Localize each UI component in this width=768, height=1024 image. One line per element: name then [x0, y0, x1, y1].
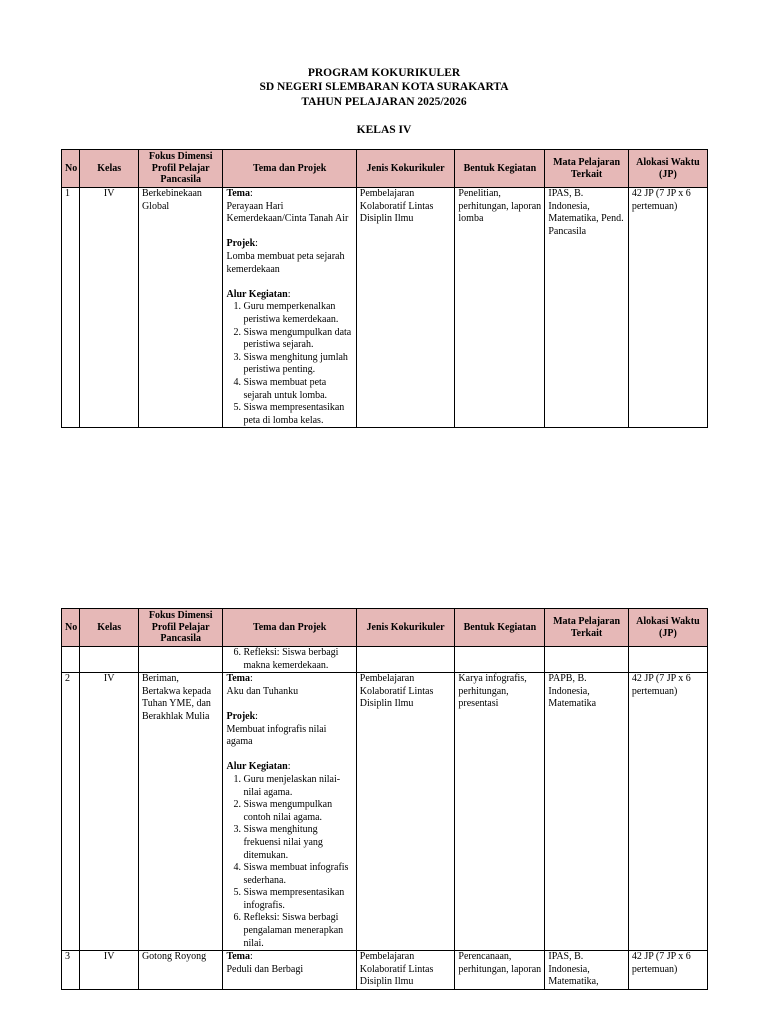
cell-no: 2	[62, 673, 80, 951]
list-item: 6. Refleksi: Siswa berbagi makna kemerdekaan.	[243, 647, 352, 672]
list-item: 4. Siswa membuat infografis sederhana.	[243, 862, 352, 887]
cell-kelas: IV	[80, 951, 139, 990]
col-header-fokus: Fokus Dimensi Profil Pelajar Pancasila	[138, 609, 223, 647]
cell-tema-projek	[223, 647, 356, 673]
projek-label: Projek	[226, 238, 256, 250]
tema-value: Peduli dan Berbagi	[226, 963, 304, 975]
cell-no: 3	[62, 951, 80, 990]
projek-value: Lomba membuat peta sejarah kemerdekaan	[226, 250, 345, 275]
program-table-page-2	[61, 608, 708, 990]
list-item: 1. Guru memperkenalkan peristiwa kemerdekaan.	[243, 301, 352, 326]
cell-alokasi: 42 JP (7 JP x 6 pertemuan)	[628, 188, 707, 428]
list-item: 4. Siswa membuat peta sejarah untuk lomba.	[243, 377, 352, 402]
table-row-continuation	[62, 647, 708, 673]
cell-fokus: Berkebinekaan Global	[138, 188, 223, 428]
list-item: 2. Siswa mengumpulkan data peristiwa sejarah.	[243, 327, 352, 352]
cell-fokus: Beriman, Bertakwa kepada Tuhan YME, dan Berakhlak Mulia	[138, 673, 223, 951]
col-header-jenis: Jenis Kokurikuler	[356, 609, 455, 647]
cell-jenis: Pembelajaran Kolaboratif Lintas Disiplin Ilmu	[356, 188, 455, 428]
cell-alokasi: 42 JP (7 JP x 6 pertemuan)	[628, 673, 707, 951]
col-header-tema: Tema dan Projek	[223, 150, 356, 188]
cell-alokasi: 42 JP (7 JP x 6 pertemuan)	[628, 951, 707, 990]
cell-fokus: Gotong Royong	[138, 951, 223, 990]
col-header-alokasi: Alokasi Waktu (JP)	[628, 150, 707, 188]
table-row	[62, 188, 708, 428]
projek-value: Membuat infografis nilai agama	[226, 723, 327, 748]
projek-line: Projek:	[226, 238, 258, 250]
class-heading: KELAS IV	[356, 124, 412, 136]
cell-bentuk: Karya infografis, perhitungan, presentasi	[455, 673, 545, 951]
col-header-bentuk: Bentuk Kegiatan	[455, 609, 545, 647]
cell-kelas: IV	[80, 188, 139, 428]
cell-tema-projek	[223, 673, 356, 951]
table-header-row	[62, 609, 708, 647]
projek-label: Projek	[226, 710, 256, 722]
alur-list	[226, 301, 352, 427]
cell-jenis: Pembelajaran Kolaboratif Lintas Disiplin Ilmu	[356, 951, 455, 990]
cell-tema-projek	[223, 951, 356, 990]
cell-no: 1	[62, 188, 80, 428]
col-header-fokus: Fokus Dimensi Profil Pelajar Pancasila	[138, 150, 223, 188]
cell-tema-projek	[223, 188, 356, 428]
col-header-mapel: Mata Pelajaran Terkait	[545, 150, 628, 188]
col-header-no: No	[62, 150, 80, 188]
list-item: 3. Siswa menghitung jumlah peristiwa penting.	[243, 352, 352, 377]
cell-mapel: IPAS, B. Indonesia, Matematika,	[545, 951, 628, 990]
document-title: PROGRAM KOKURIKULER	[307, 67, 461, 79]
tema-value: Aku dan Tuhanku	[226, 685, 299, 697]
list-item: 5. Siswa mempresentasikan peta di lomba kelas.	[243, 402, 352, 427]
alur-list-continued	[226, 647, 352, 672]
list-item: 1. Guru menjelaskan nilai-nilai agama.	[243, 774, 352, 799]
alur-list	[226, 774, 352, 950]
list-item: 2. Siswa mengumpulkan contoh nilai agama.	[243, 799, 352, 824]
alur-label: Alur Kegiatan	[226, 288, 288, 300]
col-header-mapel: Mata Pelajaran Terkait	[545, 609, 628, 647]
tema-label: Tema	[226, 951, 250, 963]
tema-line: Tema:	[226, 188, 253, 199]
tema-line: Tema:	[226, 951, 253, 963]
cell-jenis: Pembelajaran Kolaboratif Lintas Disiplin Ilmu	[356, 673, 455, 951]
cell-bentuk: Penelitian, perhitungan, laporan lomba	[455, 188, 545, 428]
col-header-jenis: Jenis Kokurikuler	[356, 150, 455, 188]
table-row	[62, 951, 708, 990]
tema-line: Tema:	[226, 673, 253, 685]
alur-line: Alur Kegiatan:	[226, 288, 291, 300]
alur-label: Alur Kegiatan	[226, 761, 288, 773]
tema-value: Perayaan Hari Kemerdekaan/Cinta Tanah Air	[226, 200, 349, 225]
tema-label: Tema	[226, 673, 250, 685]
list-item: 3. Siswa menghitung frekuensi nilai yang ditemukan.	[243, 824, 352, 862]
table-row	[62, 673, 708, 951]
list-item: 5. Siswa mempresentasikan infografis.	[243, 887, 352, 912]
cell-bentuk: Perencanaan, perhitungan, laporan	[455, 951, 545, 990]
col-header-alokasi: Alokasi Waktu (JP)	[628, 609, 707, 647]
col-header-no: No	[62, 609, 80, 647]
col-header-tema: Tema dan Projek	[223, 609, 356, 647]
program-table-page-1	[61, 149, 708, 428]
tema-label: Tema	[226, 188, 250, 199]
alur-line: Alur Kegiatan:	[226, 761, 291, 773]
cell-kelas: IV	[80, 673, 139, 951]
table-header-row	[62, 150, 708, 188]
academic-year: TAHUN PELAJARAN 2025/2026	[301, 96, 467, 108]
cell-mapel: PAPB, B. Indonesia, Matematika	[545, 673, 628, 951]
list-item: 6. Refleksi: Siswa berbagi pengalaman menerapkan nilai.	[243, 912, 352, 950]
col-header-kelas: Kelas	[80, 150, 139, 188]
cell-mapel: IPAS, B. Indonesia, Matematika, Pend. Pancasila	[545, 188, 628, 428]
col-header-kelas: Kelas	[80, 609, 139, 647]
projek-line: Projek:	[226, 710, 258, 722]
school-name: SD NEGERI SLEMBARAN KOTA SURAKARTA	[259, 81, 509, 93]
col-header-bentuk: Bentuk Kegiatan	[455, 150, 545, 188]
